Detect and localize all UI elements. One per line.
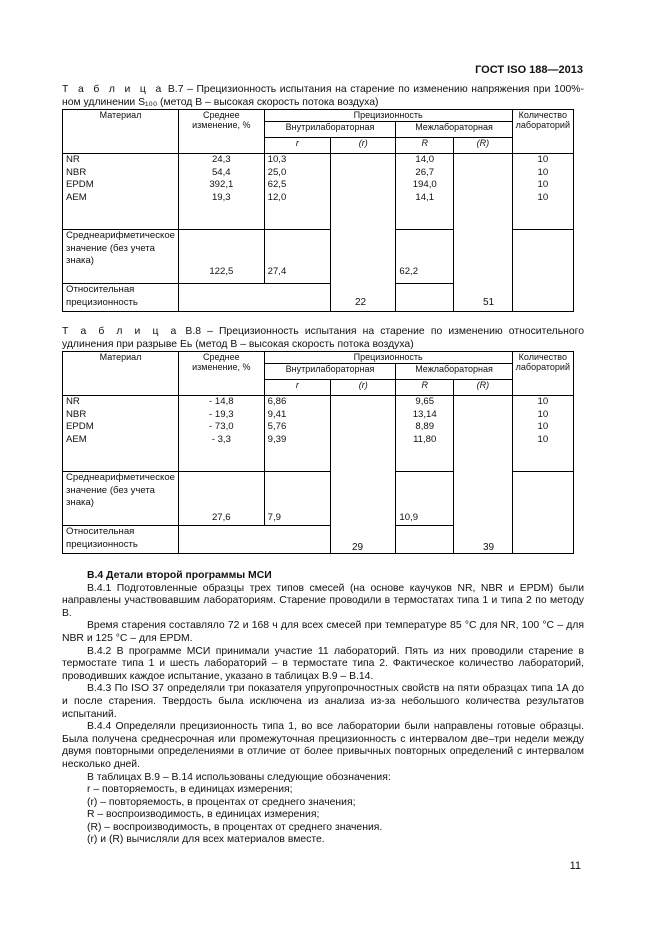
avg-mean-cell: 27,6 [179, 472, 265, 526]
labs-count-header: Количество лабораторий [512, 352, 573, 396]
paragraph: В.4.2 В программе МСИ принимали участие 11 лабораторий. Пять из них проводили старение в термостате типа 1 и шесть лабораторий – в термостате типа 2. Фактическое количество лабораторий, проводивших каждое испытание, указано в таблицах В.9 – В.14. [62, 645, 584, 682]
r-percent-header: (r) [331, 380, 396, 396]
table-label: Т а б л и ц а [62, 326, 180, 337]
avg-R-cell: 62,2 [396, 230, 454, 284]
R-header: R [396, 380, 454, 396]
relative-blank-cell [179, 526, 331, 554]
r-values-cell: 10,3 25,0 62,5 12,0 [264, 154, 330, 230]
labs-blank-cell [512, 230, 573, 312]
precision-header: Прецизионность [264, 110, 512, 122]
avg-r-cell: 27,4 [264, 230, 330, 284]
intra-lab-header: Внутрилабораторная [264, 364, 396, 380]
inter-lab-header: Межлабораторная [396, 364, 512, 380]
section-b4 [62, 570, 584, 847]
r-header: r [264, 380, 330, 396]
relative-row-label: Относительная прецизионность [63, 284, 179, 312]
table-caption-text: В.8 – Прецизионность испытания на старение по изменению относительного удлинения при разрыве Eь (метод В – высокая скорость потока воздуха) [62, 326, 584, 350]
material-header: Материал [63, 110, 179, 154]
avg-r-cell: 7,9 [264, 472, 330, 526]
R-blank-cell [396, 526, 454, 554]
relative-row-label: Относительная прецизионность [63, 526, 179, 554]
intra-lab-header: Внутрилабораторная [264, 122, 396, 138]
paragraph: В.4.1 Подготовленные образцы трех типов смесей (на основе каучуков NR, NBR и EPDM) были направлены участвовавшим лабораториям. Старение проводили в термостатах типа 1 и типа 2 по методу В. [62, 582, 584, 619]
means-cell: 24,3 54,4 392,1 19,3 [179, 154, 265, 230]
R-values-cell: 9,65 13,14 8,89 11,80 [396, 396, 454, 472]
table-caption-text: В.7 – Прецизионность испытания на старение по изменению напряжения при 100%-ном удлинении S₁₀₀ (метод В – высокая скорость потока воздуха) [62, 84, 585, 108]
material-header: Материал [63, 352, 179, 396]
R-values-cell: 14,0 26,7 194,0 14,1 [396, 154, 454, 230]
table-b8 [62, 351, 574, 554]
r-header: r [264, 138, 330, 154]
definition-item: (R) – воспроизводимость, в процентах от среднего значения. [87, 821, 383, 833]
r-percent-header: (r) [331, 138, 396, 154]
materials-cell: NR NBR EPDM AEM [63, 154, 179, 230]
R-blank-cell [396, 284, 454, 312]
rel-r-value: 22 [355, 297, 367, 308]
precision-header: Прецизионность [264, 352, 512, 364]
paragraph: Время старения составляло 72 и 168 ч для всех смесей при температуре 85 °С для NR, 100 °С – для NBR и 125 °С – для EPDM. [62, 620, 584, 644]
labs-values-cell: 10 10 10 10 [512, 154, 573, 230]
materials-cell: NR NBR EPDM AEM [63, 396, 179, 472]
definition-item: (r) – повторяемость, в процентах от среднего значения; [87, 796, 356, 808]
table-b7 [62, 109, 574, 312]
rp-blank-cell [331, 396, 396, 554]
table-label: Т а б л и ц а [62, 84, 165, 95]
R-header: R [396, 138, 454, 154]
paragraph: В.4.3 По ISO 37 определяли три показателя упругопрочностных свойств на пяти образцах типа 1А до и после старения. Твердость была исключена из анализа из-за небольшого количества результатов испытаний. [62, 683, 584, 720]
r-values-cell: 6,86 9,41 5,76 9,39 [264, 396, 330, 472]
R-percent-header: (R) [454, 380, 513, 396]
table-b7-caption [62, 84, 584, 109]
avg-mean-cell: 122,5 [179, 230, 265, 284]
Rp-blank-cell [454, 154, 513, 312]
definition-item: R – воспроизводимость, в единицах измерения; [87, 809, 320, 821]
page-number: 11 [569, 860, 581, 872]
rel-r-value: 29 [352, 542, 364, 553]
labs-count-header: Количество лабораторий [512, 110, 573, 154]
mean-change-header: Среднее изменение, % [179, 352, 265, 396]
relative-blank-cell [179, 284, 331, 312]
section-title: В.4 Детали второй программы МСИ [87, 570, 272, 581]
table-b8-caption [62, 326, 584, 351]
definition-item: (r) и (R) вычисляли для всех материалов вместе. [87, 834, 325, 846]
Rp-blank-cell [454, 396, 513, 554]
mean-row-label: Среднеарифметическое значение (без учета знака) [63, 230, 179, 284]
rel-R-value: 51 [483, 297, 495, 308]
inter-lab-header: Межлабораторная [396, 122, 512, 138]
rp-blank-cell [331, 154, 396, 312]
labs-values-cell: 10 10 10 10 [512, 396, 573, 472]
mean-change-header: Среднее изменение, % [179, 110, 265, 154]
mean-row-label: Среднеарифметическое значение (без учета знака) [63, 472, 179, 526]
definition-item: r – повторяемость, в единицах измерения; [87, 784, 293, 796]
R-percent-header: (R) [454, 138, 513, 154]
rel-R-value: 39 [483, 542, 495, 553]
labs-blank-cell [512, 472, 573, 554]
avg-R-cell: 10,9 [396, 472, 454, 526]
means-cell: - 14,8 - 19,3 - 73,0 - 3,3 [179, 396, 265, 472]
document-header: ГОСТ ISO 188—2013 [475, 64, 583, 76]
paragraph: В.4.4 Определяли прецизионность типа 1, во все лаборатории были направлены готовые образцы. Была получена среднесрочная или промежуточная прецизионность с интервалом две–три недели между двумя повторными определениями в отличие от более привычных повторных определений с интервалом несколько дней. [62, 721, 584, 770]
paragraph: В таблицах В.9 – В.14 использованы следующие обозначения: [87, 771, 391, 783]
